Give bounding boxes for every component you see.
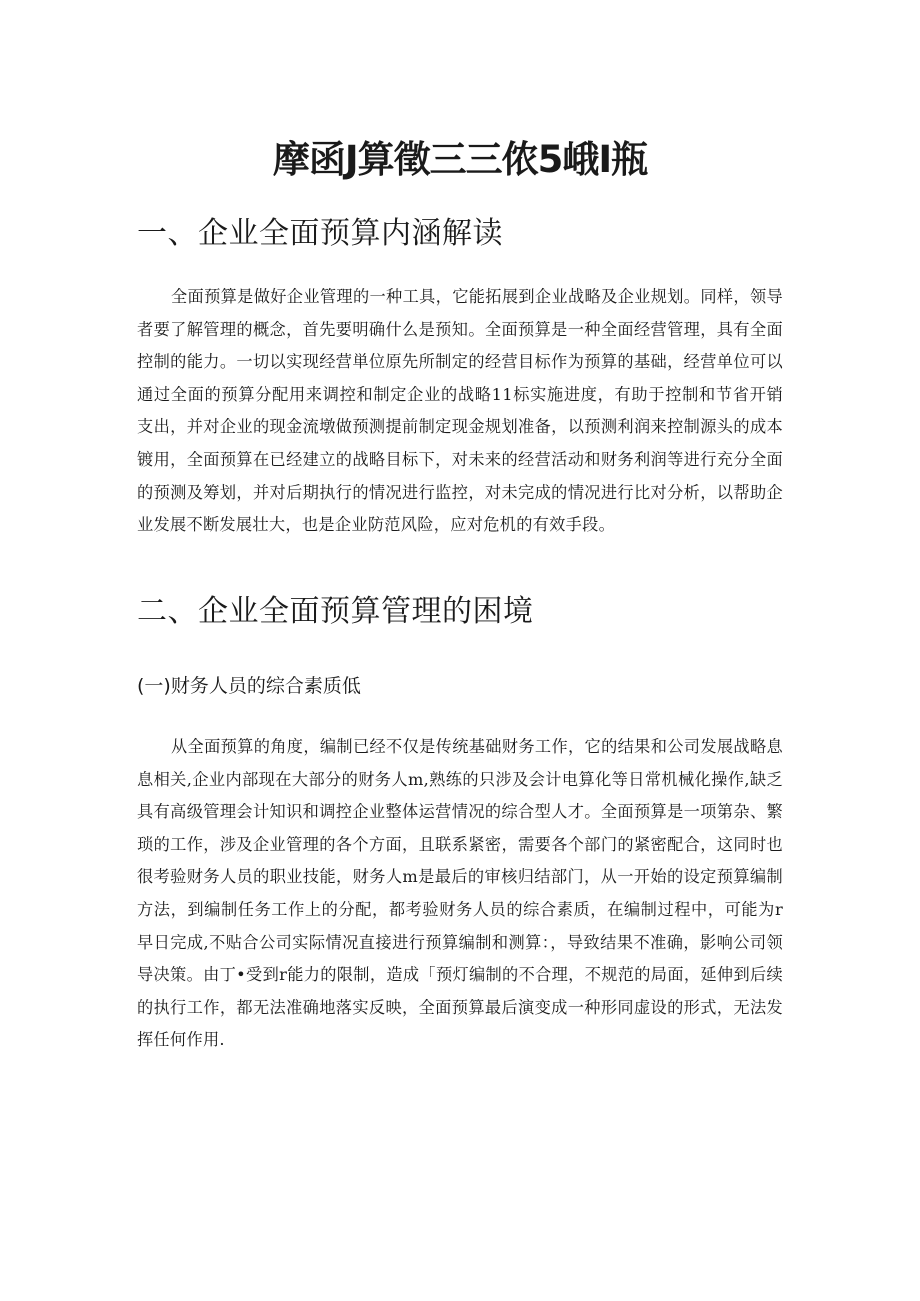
section-2-subheading: (一)财务人员的综合素质低	[137, 675, 361, 697]
section-1-heading: 一、企业全面预算内涵解读	[137, 216, 503, 251]
section-2-heading: 二、企业全面预算管理的困境	[137, 594, 534, 629]
section-1-paragraph: 全面预算是做好企业管理的一种工具，它能拓展到企业战略及企业规划。同样，领导者要了解管理的概念，首先要明确什么是预知。全面预算是一种全面经营管理，具有全面控制的能力。一切以实现经营単位原先所制定的经营目标作为预算的基础，经营单位可以通过全面的预算分配用来调控和制定企业的战略11标实施进度，有助于控制和节省开销支出，并对企业的现金流墩做预测提前制定现金规划准备，以预测利润来控制源头的成本镀用，全面预算在已经建立的战略目标下，对未来的经营活动和财务利润等进行充分全面的预测及筹划，并对后期执行的情况进行监控，对未完成的情况进行比对分析，以帮助企业发展不断发展壮大，也是企业防范风险，应对危机的有效手段。	[137, 287, 783, 535]
section-2-paragraph: 从全面预算的角度，编制已经不仅是传统基础财务工作，它的结果和公司发展战略息息相关,企业内部现在大部分的财务人m,熟练的只涉及会计电算化等日常机械化操作,缺乏具有高级管理会计知识和调控企业整体运营情况的综合型人才。全面预算是一项第杂、繁琐的工作，涉及企业管理的各个方面，且联系紧密，需要各个部门的紧密配合，这同时也很考验财务人员的职业技能，财务人m是最后的审核归结部门，从一开始的设定预算编制方法，到编制任务工作上的分配，都考验财务人员的综合素质，在编制过程中，可能为r早日完成,不贴合公司实际情况直接进行预算编制和测算：，导致结果不准确，影响公司领导决策。由丁•受到r能力的限制，造成「预灯编制的不合理，不规范的局面，延伸到后续的执行工作，都无法准确地落实反映，全面预算最后演变成一种形同虚设的形式，无法发挥任何作用.	[137, 737, 783, 1050]
document-title: 摩函J算徵三三侬5峨I瓶	[272, 138, 648, 181]
